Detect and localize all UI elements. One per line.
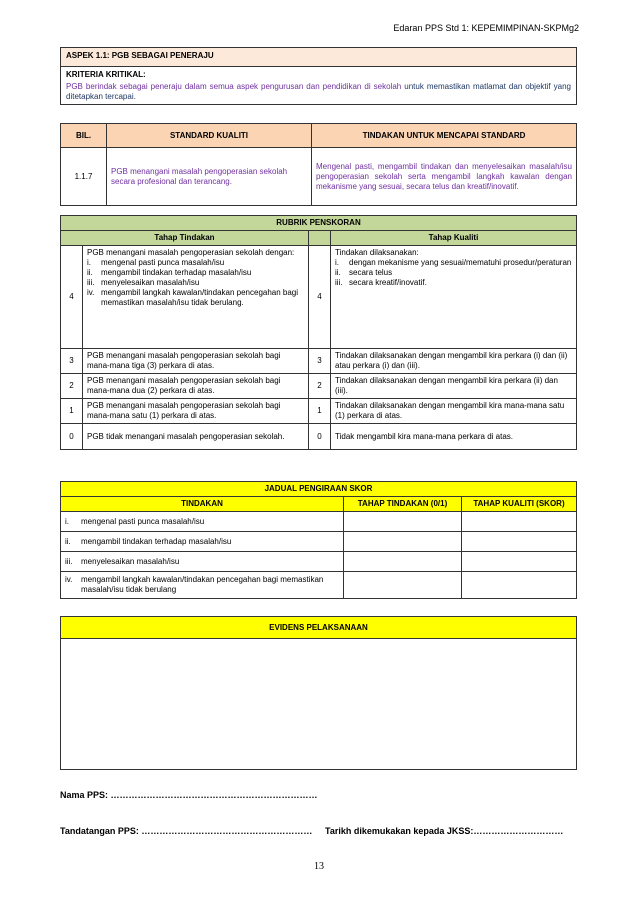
list-number: iii. xyxy=(335,278,343,287)
rubrik-kualiti: Tindakan dilaksanakan dengan mengambil kira perkara (i) dan (ii) atau perkara (i) dan (iii). xyxy=(331,349,577,374)
jadual-tindakan-cell xyxy=(61,532,344,552)
jadual-col-tahap-tindakan: TAHAP TINDAKAN (0/1) xyxy=(344,497,462,512)
evidens-title: EVIDENS PELAKSANAAN xyxy=(61,617,577,639)
rubrik-kualiti-score: 3 xyxy=(309,349,331,374)
col-bil-header: BIL. xyxy=(61,124,107,148)
rubrik-table xyxy=(60,215,577,450)
kriteria-box xyxy=(60,67,577,105)
list-text: mengambil langkah kawalan/tindakan pencegahan bagi memastikan masalah/isu tidak berulang xyxy=(81,575,324,594)
rubrik-row xyxy=(61,424,577,450)
rubrik-kualiti: Tidak mengambil kira mana-mana perkara di atas. xyxy=(331,424,577,450)
rubrik-score: 4 xyxy=(61,246,83,349)
tarikh-jkss-line: Tarikh dikemukakan kepada JKSS:………………………… xyxy=(325,826,564,836)
rubrik-kualiti-score: 0 xyxy=(309,424,331,450)
page-number: 13 xyxy=(314,861,324,872)
rubrik-tindakan-intro: PGB menangani masalah pengoperasian sekolah dengan: xyxy=(87,248,295,257)
list-text: mengenal pasti punca masalah/isu xyxy=(81,516,205,526)
list-text: mengambil langkah kawalan/tindakan pencegahan bagi memastikan masalah/isu tidak berulang. xyxy=(101,288,299,307)
list-text: mengambil tindakan terhadap masalah/isu xyxy=(101,268,252,277)
roman-list-item xyxy=(335,278,572,288)
roman-list-item xyxy=(335,268,572,278)
standard-text: PGB menangani masalah pengoperasian sekolah secara profesional dan terancang. xyxy=(107,148,312,206)
col-standard-header: STANDARD KUALITI xyxy=(107,124,312,148)
aspek-section xyxy=(60,47,577,105)
tahap-kualiti-input-cell[interactable] xyxy=(462,572,577,599)
list-text: mengambil tindakan terhadap masalah/isu xyxy=(81,536,232,546)
list-number: ii. xyxy=(335,268,341,277)
list-text: mengenal pasti punca masalah/isu xyxy=(101,258,225,267)
jadual-row xyxy=(61,572,577,599)
rubrik-score: 1 xyxy=(61,399,83,424)
list-number: iii. xyxy=(65,556,73,566)
jadual-row xyxy=(61,552,577,572)
jadual-table xyxy=(60,481,577,599)
tahap-kualiti-input-cell[interactable] xyxy=(462,532,577,552)
rubrik-kualiti-intro: Tindakan dilaksanakan: xyxy=(335,248,419,257)
tahap-tindakan-input-cell[interactable] xyxy=(344,532,462,552)
rubrik-row xyxy=(61,374,577,399)
rubrik-col-kualiti: Tahap Kualiti xyxy=(331,231,577,246)
jadual-title: JADUAL PENGIRAAN SKOR xyxy=(61,482,577,497)
list-text: dengan mekanisme yang sesuai/mematuhi prosedur/peraturan xyxy=(349,258,572,267)
rubrik-kualiti: Tindakan dilaksanakan dengan mengambil kira perkara (ii) dan (iii). xyxy=(331,374,577,399)
list-number: i. xyxy=(65,516,69,526)
roman-list-item xyxy=(335,258,572,268)
document-header-title: Edaran PPS Std 1: KEPEMIMPINAN-SKPMg2 xyxy=(393,23,579,33)
jadual-row xyxy=(61,512,577,532)
evidens-content-area[interactable] xyxy=(61,639,577,770)
list-number: i. xyxy=(335,258,339,267)
rubrik-row-4 xyxy=(61,246,577,349)
kriteria-label: KRITERIA KRITIKAL: xyxy=(66,70,146,79)
jadual-tindakan-cell xyxy=(61,572,344,599)
list-number: ii. xyxy=(87,268,93,277)
tahap-kualiti-input-cell[interactable] xyxy=(462,552,577,572)
tindakan-text: Mengenal pasti, mengambil tindakan dan menyelesaikan masalah/isu pengoperasian sekolah serta mengambil langkah kawalan dengan mekanisme yang sesuai, secara telus dan kreatif/inovatif. xyxy=(312,148,577,206)
rubrik-col-tindakan: Tahap Tindakan xyxy=(61,231,309,246)
rubrik-title: RUBRIK PENSKORAN xyxy=(61,216,577,231)
standard-table xyxy=(60,123,577,206)
jadual-col-tahap-kualiti: TAHAP KUALITI (SKOR) xyxy=(462,497,577,512)
rubrik-score: 0 xyxy=(61,424,83,450)
nama-pps-line: Nama PPS: …………………………………………………………… xyxy=(60,790,318,800)
kriteria-text-blue: untuk memastikan matlamat dan objektif yang ditetapkan tercapai. xyxy=(66,82,572,101)
rubrik-tindakan: PGB menangani masalah pengoperasian sekolah bagi mana-mana tiga (3) perkara di atas. xyxy=(83,349,309,374)
list-number: i. xyxy=(87,258,91,267)
standard-bil: 1.1.7 xyxy=(61,148,107,206)
roman-list-item xyxy=(87,288,304,308)
tahap-tindakan-input-cell[interactable] xyxy=(344,552,462,572)
roman-list-item xyxy=(87,278,304,288)
tandatangan-pps-line: Tandatangan PPS: ………………………………………………… xyxy=(60,826,313,836)
list-text: menyelesaikan masalah/isu xyxy=(101,278,200,287)
jadual-tindakan-cell xyxy=(61,552,344,572)
rubrik-tindakan: PGB tidak menangani masalah pengoperasian sekolah. xyxy=(83,424,309,450)
rubrik-score: 2 xyxy=(61,374,83,399)
jadual-tindakan-cell xyxy=(61,512,344,532)
rubrik-kualiti-score: 1 xyxy=(309,399,331,424)
aspek-title: ASPEK 1.1: PGB SEBAGAI PENERAJU xyxy=(60,47,577,67)
rubrik-row xyxy=(61,399,577,424)
col-tindakan-header: TINDAKAN UNTUK MENCAPAI STANDARD xyxy=(312,124,577,148)
rubrik-tindakan: PGB menangani masalah pengoperasian sekolah bagi mana-mana dua (2) perkara di atas. xyxy=(83,374,309,399)
rubrik-score: 3 xyxy=(61,349,83,374)
rubrik-kualiti-score: 4 xyxy=(309,246,331,349)
rubrik-row xyxy=(61,349,577,374)
rubrik-kualiti: Tindakan dilaksanakan dengan mengambil kira mana-mana satu (1) perkara di atas. xyxy=(331,399,577,424)
roman-list-item xyxy=(87,268,304,278)
list-text: secara telus xyxy=(349,268,393,277)
list-number: ii. xyxy=(65,536,71,546)
roman-list-item xyxy=(87,258,304,268)
rubrik-tindakan: PGB menangani masalah pengoperasian sekolah bagi mana-mana satu (1) perkara di atas. xyxy=(83,399,309,424)
tahap-tindakan-input-cell[interactable] xyxy=(344,512,462,532)
list-number: iii. xyxy=(87,278,95,287)
rubrik-kualiti-score: 2 xyxy=(309,374,331,399)
tahap-kualiti-input-cell[interactable] xyxy=(462,512,577,532)
tahap-tindakan-input-cell[interactable] xyxy=(344,572,462,599)
jadual-row xyxy=(61,532,577,552)
kriteria-text-purple: PGB berindak sebagai peneraju dalam semua aspek pengurusan dan pendidikan di sekolah xyxy=(66,82,402,91)
list-number: iv. xyxy=(87,288,95,297)
list-text: secara kreatif/inovatif. xyxy=(349,278,427,287)
evidens-table xyxy=(60,616,577,770)
list-number: iv. xyxy=(65,575,73,584)
jadual-col-tindakan: TINDAKAN xyxy=(61,497,344,512)
list-text: menyelesaikan masalah/isu xyxy=(81,556,180,566)
